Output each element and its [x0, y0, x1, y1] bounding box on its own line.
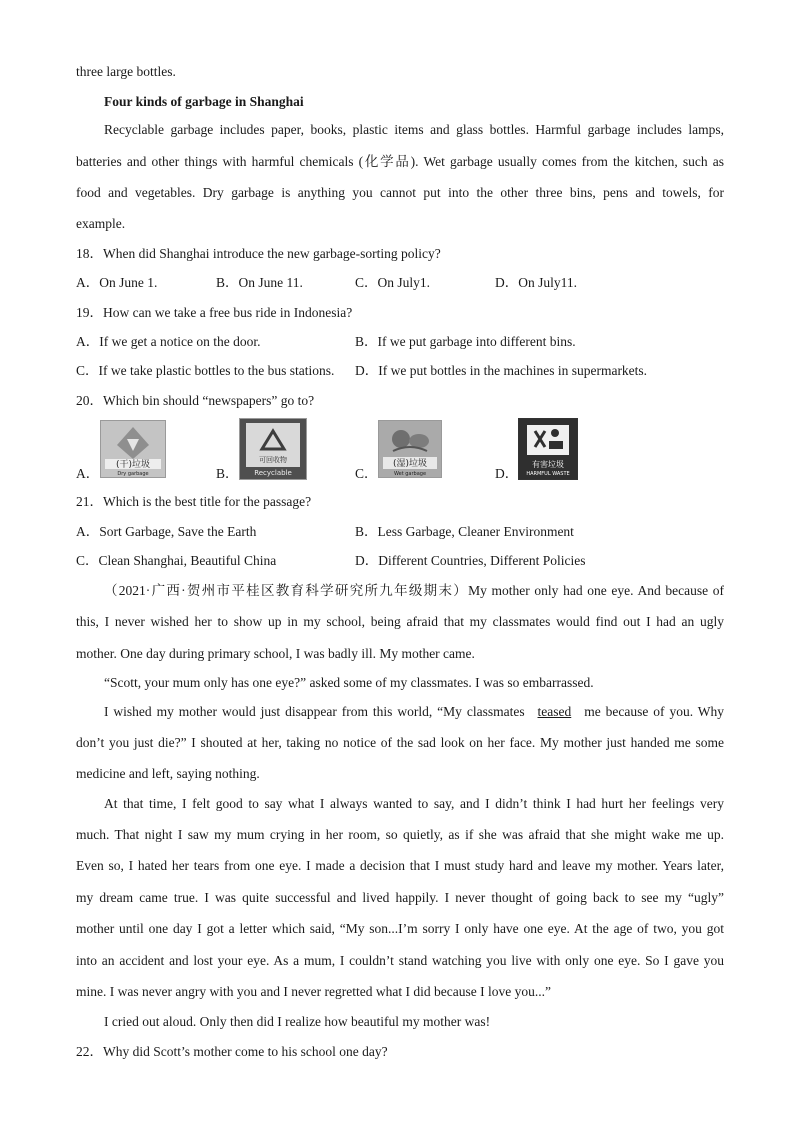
recyclable-icon	[239, 418, 307, 480]
bin-b-sub: Recyclable	[254, 469, 292, 477]
passage2-first-line	[76, 582, 724, 600]
paragraph-line: food and vegetables. Dry garbage is anything you cannot put into the other three bins, pens and towels, for	[76, 185, 724, 200]
paragraph-line: At that time, I felt good to say what I always wanted to say, and I didn’t think I had hurt her feelings very	[104, 796, 724, 811]
question-22-stem: 22．Why did Scott’s mother come to his school one day?	[76, 1044, 388, 1059]
q19-option-b: B．If we put garbage into different bins.	[355, 334, 576, 349]
q18-option-a: A．On June 1.	[76, 275, 158, 290]
paragraph-line: much. That night I saw my mum crying in her room, so quietly, as if she was afraid that she might wake me up.	[76, 827, 724, 842]
q21-option-c: C．Clean Shanghai, Beautiful China	[76, 553, 277, 568]
paragraph-line: my dream came true. I was quite successful and lived happily. I never thought of going back to see my “ugly”	[76, 890, 724, 905]
paragraph-line: this, I never wished her to show up in my school, being afraid that my classmates would find out I had an ugly	[76, 614, 724, 629]
section-heading: Four kinds of garbage in Shanghai	[104, 94, 304, 109]
paragraph-line: example.	[76, 216, 126, 231]
harmful-waste-icon	[518, 418, 578, 480]
q20-option-d: D．	[495, 466, 519, 481]
passage-end-line: three large bottles.	[76, 64, 176, 79]
p3-text-a: I wished my mother would just disappear from this world, “My classmates	[104, 704, 525, 719]
q18-option-c: C．On July1.	[355, 275, 431, 290]
q20-option-b: B．	[216, 466, 239, 481]
paragraph-line: batteries and other things with harmful chemicals (化学品). Wet garbage usually comes from the kitchen, such as	[76, 154, 724, 169]
paragraph-line-with-underline	[76, 703, 724, 721]
paragraph-line: into an accident and lost your eye. As a mum, I couldn’t stand watching you live with only one eye. So I gave you	[76, 953, 724, 968]
q19-option-c: C．If we take plastic bottles to the bus stations.	[76, 363, 335, 378]
q19-option-d: D．If we put bottles in the machines in supermarkets.	[355, 363, 648, 378]
q21-option-a: A．Sort Garbage, Save the Earth	[76, 524, 257, 539]
q18-option-d: D．On July11.	[495, 275, 578, 290]
paragraph-line: mine. I was never angry with you and I never regretted what I did because I love you...”	[76, 984, 551, 999]
bin-a-label: (干)垃圾	[115, 460, 151, 470]
question-19-stem: 19．How can we take a free bus ride in Indonesia?	[76, 305, 353, 320]
bin-c-label: (湿)垃圾	[392, 459, 428, 469]
paragraph-line: medicine and left, saying nothing.	[76, 766, 260, 781]
underlined-word: teased	[537, 704, 572, 719]
bin-b-label: 可回收物	[259, 456, 287, 464]
paragraph-line: mother until one day I got a letter which said, “My son...I’m sorry I only have one eye. At the age of two, you got	[76, 921, 724, 936]
q21-option-b: B．Less Garbage, Cleaner Environment	[355, 524, 574, 539]
bin-c-sub: Wet garbage	[393, 471, 427, 477]
q20-option-a: A．	[76, 466, 100, 481]
q19-option-a: A．If we get a notice on the door.	[76, 334, 261, 349]
question-20-stem: 20．Which bin should “newspapers” go to?	[76, 393, 315, 408]
p3-text-b: me because of you. Why	[584, 704, 725, 719]
bin-a-sub: Dry garbage	[117, 471, 149, 477]
wet-garbage-icon	[378, 420, 442, 478]
passage2-source: （2021·广西·贺州市平桂区教育科学研究所九年级期末）	[104, 583, 469, 598]
paragraph-line: Even so, I hated her tears from one eye. I made a decision that I must study hard and leave my mother. Years later,	[76, 858, 724, 873]
question-18-stem: 18．When did Shanghai introduce the new garbage-sorting policy?	[76, 246, 441, 261]
passage2-first-text: My mother only had one eye. And because of	[468, 583, 724, 598]
bin-d-label: 有害垃圾	[532, 460, 564, 469]
dry-garbage-icon	[100, 420, 166, 478]
paragraph-line: don’t you just die?” I shouted at her, taking no notice of the sad look on her face. My mother just handed me some	[76, 735, 724, 750]
paragraph-line: I cried out aloud. Only then did I realize how beautiful my mother was!	[104, 1014, 491, 1029]
q20-option-c: C．	[355, 466, 378, 481]
bin-d-sub: HARMFUL WASTE	[526, 471, 570, 477]
question-21-stem: 21．Which is the best title for the passage?	[76, 494, 312, 509]
q21-option-d: D．Different Countries, Different Policies	[355, 553, 586, 568]
paragraph-line: Recyclable garbage includes paper, books, plastic items and glass bottles. Harmful garbage includes lamps,	[104, 122, 724, 137]
paragraph-line: mother. One day during primary school, I was badly ill. My mother came.	[76, 646, 475, 661]
q18-option-b: B．On June 11.	[216, 275, 303, 290]
paragraph-line: “Scott, your mum only has one eye?” asked some of my classmates. I was so embarrassed.	[104, 675, 594, 690]
